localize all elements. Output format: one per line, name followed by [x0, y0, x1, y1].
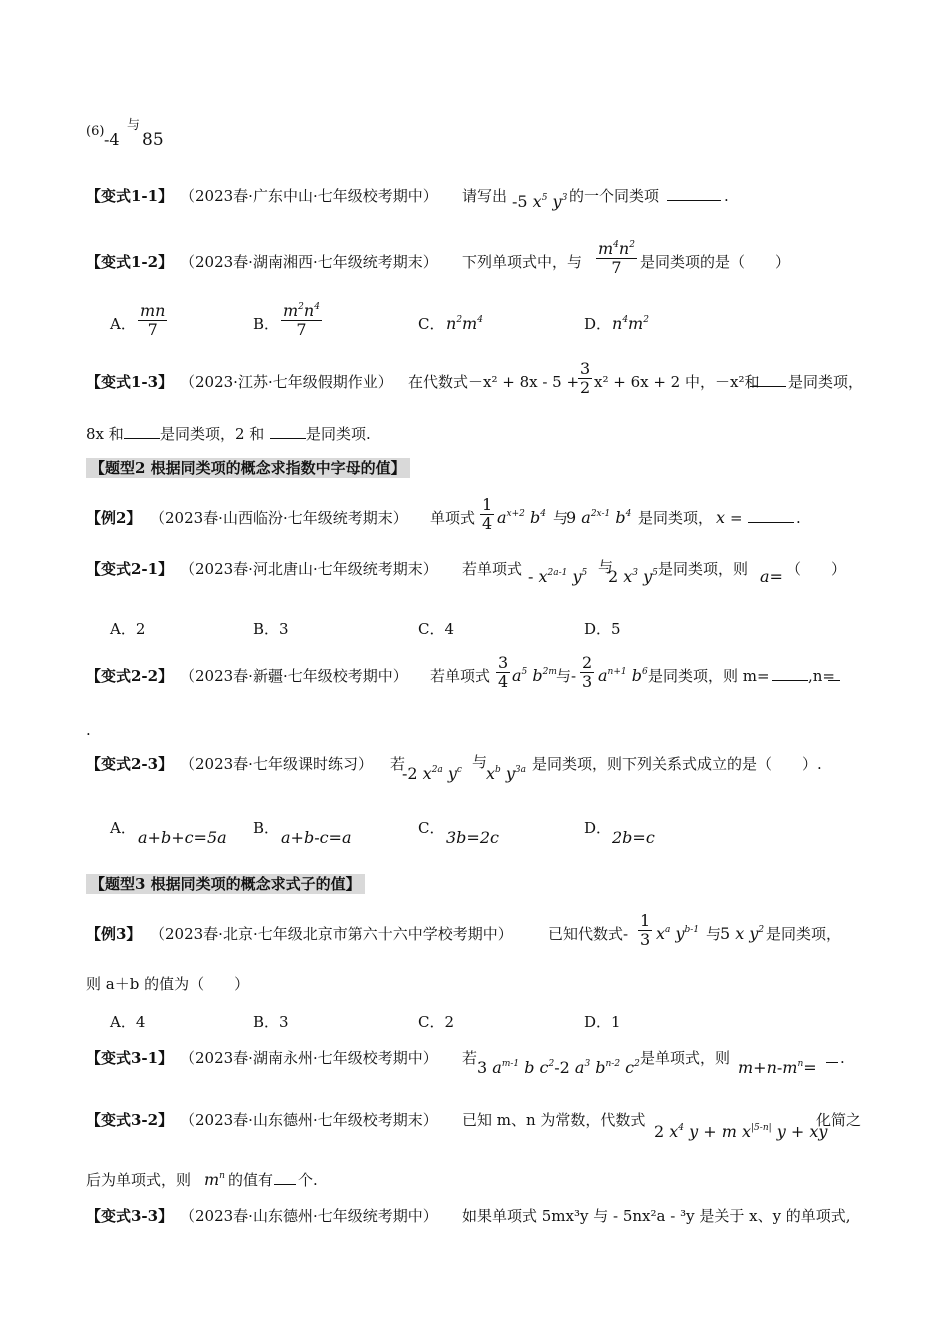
answer-blank-m [772, 666, 808, 686]
term-2: 9 $a^{2x-1}$ $b^4$ [566, 508, 632, 527]
stem-tail: 是同类项，则下列关系式成立的是（ ）. [532, 755, 822, 773]
stem-tail: 的一个同类项 [569, 187, 660, 205]
stem: 单项式 [430, 509, 476, 527]
source: （2023·江苏·七年级假期作业） [180, 373, 393, 391]
stem-2: x² + 6x + 2 中，－x²和 [594, 373, 760, 391]
source: （2023春·山东德州·七年级校考期末） [180, 1111, 438, 1129]
tag: 【变式2-1】 [86, 560, 174, 578]
term-2: $a^{n+1}$ $b^6$ [598, 666, 648, 685]
connector: 与 [127, 118, 141, 133]
question: 则 a＋b 的值为（ ） [86, 975, 250, 993]
option-a[interactable]: A．2 [110, 620, 146, 638]
option-b[interactable]: B．3 [253, 1013, 289, 1031]
source: （2023春·七年级课时练习） [180, 755, 373, 773]
source: （2023春·湖南永州·七年级校考期中） [180, 1049, 438, 1067]
answer-blank-3 [270, 424, 306, 444]
option-c[interactable]: C．4 [418, 620, 455, 638]
fraction: $\frac{m^4n^2}{7}$ [598, 239, 635, 277]
tag: 【变式2-2】 [86, 667, 174, 685]
expression: -5 $x^5$ $y^3$ [512, 192, 568, 211]
tag: 【例2】 [86, 509, 142, 527]
stem-tail: 化简之 [816, 1111, 862, 1129]
var-x: x [716, 508, 726, 527]
options-2-1 [0, 619, 950, 639]
item-6 [0, 118, 950, 150]
source: （2023春·山东德州·七年级统考期中） [180, 1207, 438, 1225]
ask-expr: $m+n-m^n=$ [738, 1058, 817, 1077]
period: . [796, 509, 801, 527]
period: . [86, 721, 91, 739]
variant-3-3 [0, 1206, 950, 1226]
connector: 与- [556, 667, 577, 685]
equals: = [730, 509, 743, 527]
connector: 与 [553, 509, 569, 527]
variant-3-1 [0, 1048, 950, 1077]
option-c[interactable]: C．2 [418, 1013, 455, 1031]
connector: 与 [598, 558, 614, 576]
answer-blank-2 [124, 424, 160, 444]
stem-tail: 是同类项， [766, 925, 842, 943]
term-1: $a^5$ $b^{2m}$ [512, 666, 557, 685]
stem-tail: 是同类项的是（ ） [640, 253, 791, 271]
option-c-expr: 3b=2c [446, 828, 499, 847]
option-d[interactable]: D．5 [584, 620, 621, 638]
source: （2023春·湖南湘西·七年级统考期末） [180, 253, 438, 271]
option-b-label[interactable]: B． [253, 819, 280, 837]
connector: 与 [706, 925, 722, 943]
stem: 已知 m、n 为常数，代数式 [462, 1111, 646, 1129]
item-number: (6) [86, 124, 105, 139]
stem-tail: 是同类项，则 m= [648, 667, 770, 685]
example-2 [0, 495, 950, 533]
answer-blank-n [828, 666, 840, 686]
term-1: -2 $x^{2a}$ $y^c$ [402, 764, 462, 783]
term-1: $x^a$ $y^{b-1}$ [656, 924, 700, 943]
stem: 已知代数式- [548, 925, 629, 943]
example-3 [0, 911, 950, 949]
variant-1-3 [0, 359, 950, 397]
tag: 【变式2-3】 [86, 755, 174, 773]
stem: 若单项式 [430, 667, 491, 685]
n-label: ,n= [808, 667, 835, 685]
answer-blank [826, 1048, 838, 1068]
source: （2023春·河北唐山·七年级统考期末） [180, 560, 438, 578]
option-d-label[interactable]: D． [584, 819, 612, 837]
tag: 【例3】 [86, 925, 142, 943]
stem: 若 [462, 1049, 478, 1067]
tag: 【变式3-1】 [86, 1049, 174, 1067]
stem: 若单项式 [462, 560, 523, 578]
stem: 在代数式－x² + 8x - 5 + [408, 373, 580, 391]
fraction-1: $\frac{3}{4}$ [498, 653, 509, 691]
stem: 请写出 [462, 187, 508, 205]
stem: 若 [390, 755, 406, 773]
period: . [840, 1049, 845, 1067]
period: . [724, 187, 729, 205]
options-3 [0, 1012, 950, 1032]
variant-2-2 [0, 653, 950, 691]
tag: 【变式1-3】 [86, 373, 174, 391]
option-d-expr: $n^4m^2$ [612, 314, 649, 333]
stem-tail: 是同类项， [788, 373, 864, 391]
text-b: 是同类项，2 和 [160, 425, 265, 443]
option-a-expr: $\frac{mn}{7}$ [140, 301, 166, 339]
variant-3-2 [0, 1110, 950, 1141]
tag: 【变式1-1】 [86, 187, 174, 205]
term-2: 5 x $y^2$ [720, 924, 765, 943]
fraction-2: $\frac{2}{3}$ [582, 653, 593, 691]
stem-tail: 是单项式，则 [640, 1049, 731, 1067]
text-c: 个. [298, 1171, 318, 1189]
variant-2-2-end [0, 720, 950, 740]
expression: 3 $a^{m-1}$ b $c^2-2$ $a^3$ $b^{n-2}$ $c^2$ [477, 1058, 640, 1077]
term-1: $a^{x+2}$ $b^4$ [497, 508, 546, 527]
answer-blank-1 [750, 372, 786, 392]
text-b: 的值有 [228, 1171, 274, 1189]
ask: a= [760, 567, 783, 586]
stem: 下列单项式中，与 [462, 253, 583, 271]
variant-1-1 [0, 186, 950, 211]
tag: 【变式1-2】 [86, 253, 174, 271]
text-a: 8x 和 [86, 425, 124, 443]
expression: 2 $x^4$ y + m $x^{|5-n|}$ y + xy [654, 1122, 828, 1141]
connector: 与 [472, 753, 488, 771]
term-2: $x^b$ $y^{3a}$ [486, 764, 527, 783]
option-b[interactable]: B．3 [253, 620, 289, 638]
paren: （ ） [786, 560, 847, 578]
option-b-expr: $\frac{m^2n^4}{7}$ [283, 301, 320, 339]
example-3-line2 [0, 974, 950, 994]
answer-blank [667, 186, 721, 206]
stem-tail: 是同类项， [638, 509, 714, 527]
answer-blank [748, 508, 794, 528]
source: （2023春·广东中山·七年级校考期中） [180, 187, 438, 205]
source: （2023春·山西临汾·七年级统考期末） [150, 509, 408, 527]
source: （2023春·北京·七年级北京市第六十六中学校考期中） [150, 925, 513, 943]
options-1-2 [0, 301, 950, 339]
option-a-label[interactable]: A． [110, 315, 136, 333]
options-2-3 [0, 818, 950, 847]
option-d[interactable]: D．1 [584, 1013, 621, 1031]
text-a: 后为单项式，则 [86, 1171, 192, 1189]
option-d-label[interactable]: D． [584, 315, 612, 333]
option-d-expr: 2b=c [612, 828, 655, 847]
option-b-expr: a+b-c=a [281, 828, 352, 847]
term-1: - $x^{2a-1}$ $y^5$ [528, 567, 588, 586]
variant-2-1 [0, 558, 950, 586]
variant-2-3 [0, 753, 950, 783]
option-a-expr: a+b+c=5a [138, 828, 227, 847]
option-c-label[interactable]: C． [418, 819, 445, 837]
fraction: $\frac{1}{3}$ [640, 911, 651, 949]
fraction: $\frac{3}{2}$ [580, 359, 591, 397]
tag: 【变式3-2】 [86, 1111, 174, 1129]
variant-1-2 [0, 239, 950, 277]
term-b: 85 [142, 130, 164, 150]
option-a-label[interactable]: A． [110, 819, 136, 837]
option-a[interactable]: A．4 [110, 1013, 146, 1031]
section-heading-3: 【题型3 根据同类项的概念求式子的值】 [86, 874, 365, 894]
stem: 如果单项式 5mx³y 与 - 5nx²a - ³y 是关于 x、y 的单项式, [462, 1207, 851, 1225]
answer-blank [274, 1170, 296, 1190]
tag: 【变式3-3】 [86, 1207, 174, 1225]
option-c-expr: $n^2m^4$ [446, 314, 483, 333]
stem-tail: 是同类项，则 [658, 560, 749, 578]
term-2: 2 $x^3$ $y^5$ [608, 567, 658, 586]
fraction: $\frac{1}{4}$ [482, 495, 493, 533]
variant-3-2-line2 [0, 1170, 950, 1190]
text-c: 是同类项. [306, 425, 371, 443]
variant-1-3-line2 [0, 424, 950, 444]
term-a: -4 [104, 130, 120, 149]
option-b-label[interactable]: B． [253, 315, 280, 333]
source: （2023春·新疆·七年级校考期中） [180, 667, 408, 685]
ask-expr: $m^n$ [204, 1170, 225, 1189]
section-heading-2: 【题型2 根据同类项的概念求指数中字母的值】 [86, 458, 410, 478]
option-c-label[interactable]: C． [418, 315, 445, 333]
